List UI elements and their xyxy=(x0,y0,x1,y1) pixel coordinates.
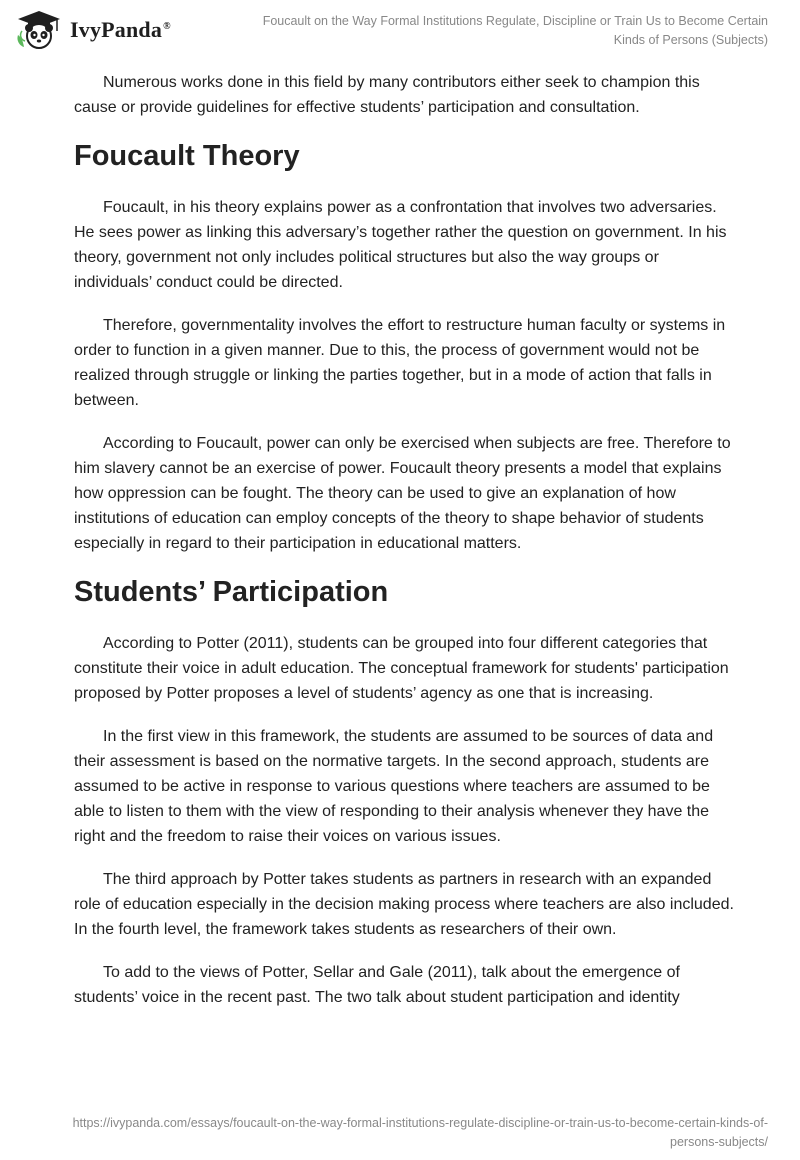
registered-mark: ® xyxy=(163,20,171,32)
essay-body xyxy=(74,70,734,1028)
paragraph: To add to the views of Potter, Sellar and Gale (2011), talk about the emergence of students’ voice in the recent past. The two talk about student participation and identity xyxy=(74,964,680,1006)
section-heading-foucault-theory: Foucault Theory xyxy=(74,140,300,172)
paragraph: The third approach by Potter takes students as partners in research with an expanded role of education especially in the decision making process where teachers are also included. In the fourth level, the framework takes students as researchers of their own. xyxy=(74,871,734,938)
panda-graduate-icon xyxy=(14,9,64,51)
intro-paragraph: Numerous works done in this field by many contributors either seek to champion this cause or provide guidelines for effective students’ participation and consultation. xyxy=(74,74,700,116)
document-title: Foucault on the Way Formal Institutions Regulate, Discipline or Train Us to Become Certain Kinds of Persons (Subjects) xyxy=(262,14,768,47)
page-header xyxy=(0,0,800,60)
source-url[interactable]: https://ivypanda.com/essays/foucault-on-the-way-formal-institutions-regulate-discipline-or-train-us-to-become-certain-kinds-of-persons-subjects/ xyxy=(72,1116,768,1149)
ivypanda-logo[interactable] xyxy=(14,9,171,51)
section-heading-students-participation: Students’ Participation xyxy=(74,576,389,608)
brand-name: IvyPanda® xyxy=(70,17,171,42)
paragraph: Foucault, in his theory explains power as a confrontation that involves two adversaries. He sees power as linking this adversary’s together rather the question on government. In his theory, government not only includes political structures but also the way groups or individuals’ conduct could be directed. xyxy=(74,199,727,291)
paragraph: In the first view in this framework, the students are assumed to be sources of data and their assessment is based on the normative targets. In the second approach, students are assumed to be active in response to various questions where teachers are assumed to be able to listen to them with the view of responding to their analysis whenever they have the right and the freedom to raise their voices on various issues. xyxy=(74,728,714,845)
paragraph: According to Foucault, power can only be exercised when subjects are free. Therefore to him slavery cannot be an exercise of power. Foucault theory presents a model that explains how oppression can be fought. The theory can be used to give an explanation of how institutions of education can employ concepts of the theory to shape behavior of students especially in regard to their participation in educational matters. xyxy=(74,435,731,552)
paragraph: According to Potter (2011), students can be grouped into four different categories that constitute their voice in adult education. The conceptual framework for students' participation proposed by Potter proposes a level of students’ agency as one that is increasing. xyxy=(74,635,729,702)
paragraph: Therefore, governmentality involves the effort to restructure human faculty or systems in order to function in a given manner. Due to this, the process of government would not be realized through struggle or linking the parties together, but in a mode of action that falls in between. xyxy=(74,317,726,409)
